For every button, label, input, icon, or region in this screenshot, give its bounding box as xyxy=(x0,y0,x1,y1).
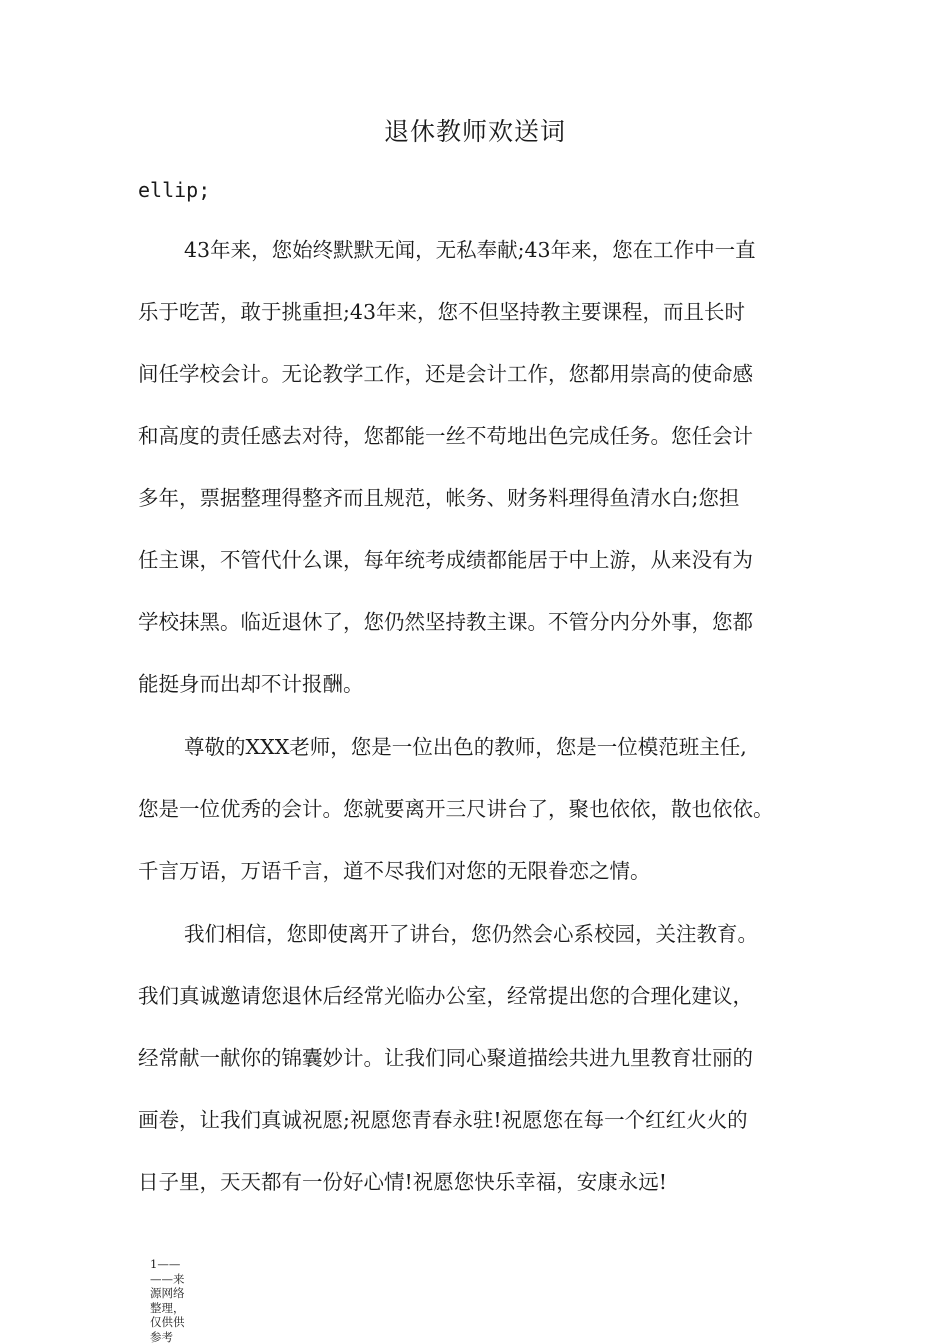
paragraph-line: 任主课，不管代什么课，每年统考成绩都能居于中上游，从来没有为 xyxy=(138,548,753,572)
paragraph-line: 千言万语，万语千言，道不尽我们对您的无限眷恋之情。 xyxy=(138,859,651,883)
paragraph-line: 您是一位优秀的会计。您就要离开三尺讲台了，聚也依依，散也依依。 xyxy=(138,797,774,821)
paragraph-line: 乐于吃苦，敢于挑重担;43年来，您不但坚持教主要课程，而且长时 xyxy=(138,300,745,324)
paragraph-line: 43年来，您始终默默无闻，无私奉献;43年来，您在工作中一直 xyxy=(184,238,756,262)
ellipsis-text: ellip; xyxy=(138,178,211,202)
document-title: 退休教师欢送词 xyxy=(383,117,566,146)
paragraph-line: 学校抹黑。临近退休了，您仍然坚持教主课。不管分内分外事，您都 xyxy=(138,610,753,634)
paragraph-line: 我们真诚邀请您退休后经常光临办公室，经常提出您的合理化建议， xyxy=(138,984,753,1008)
paragraph-2 xyxy=(138,716,828,902)
paragraph-line: 间任学校会计。无论教学工作，还是会计工作，您都用崇高的使命感 xyxy=(138,362,753,386)
paragraph-line: 尊敬的XXX老师，您是一位出色的教师，您是一位模范班主任, xyxy=(184,735,747,759)
paragraph-line: 能挺身而出却不计报酬。 xyxy=(138,672,364,696)
paragraph-1 xyxy=(138,219,828,715)
paragraph-line: 和高度的责任感去对待，您都能一丝不苟地出色完成任务。您任会计 xyxy=(138,424,753,448)
paragraph-line: 多年，票据整理得整齐而且规范，帐务、财务料理得鱼清水白;您担 xyxy=(138,486,740,510)
paragraph-line: 经常献一献你的锦囊妙计。让我们同心聚道描绘共进九里教育壮丽的 xyxy=(138,1046,753,1070)
paragraph-line: 日子里，天天都有一份好心情!祝愿您快乐幸福，安康永远! xyxy=(138,1170,667,1194)
paragraph-line: 我们相信，您即使离开了讲台，您仍然会心系校园，关注教育。 xyxy=(184,922,758,946)
footer-note: 1—— ——来 源网络 整理， 仅供供 参考 xyxy=(150,1257,185,1344)
paragraph-3 xyxy=(138,903,828,1213)
paragraph-line: 画卷，让我们真诚祝愿;祝愿您青春永驻!祝愿您在每一个红红火火的 xyxy=(138,1108,748,1132)
